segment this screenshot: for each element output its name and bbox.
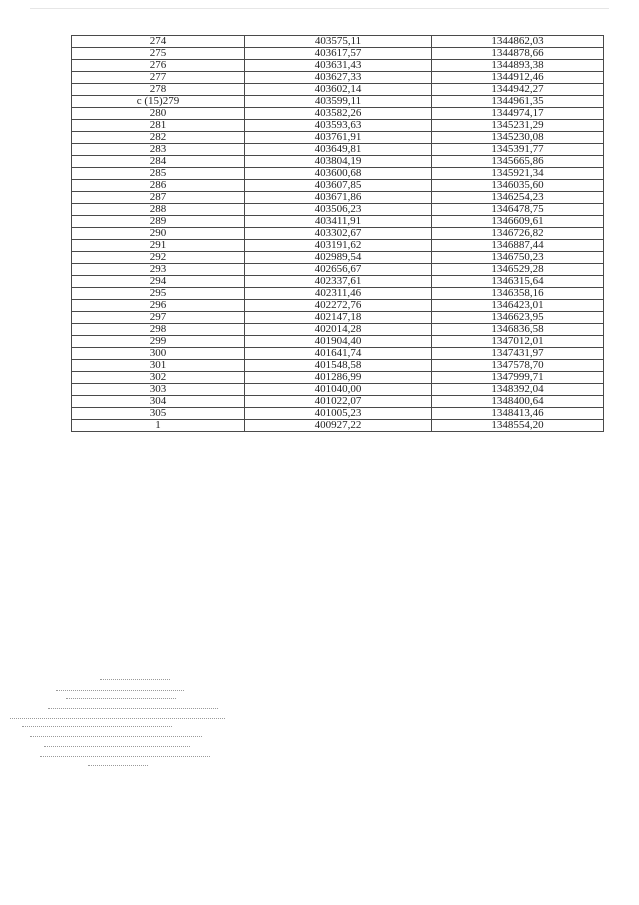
y-coordinate-cell: 1344878,66 bbox=[432, 48, 604, 60]
y-coordinate-cell: 1346609,61 bbox=[432, 216, 604, 228]
point-number-cell: 282 bbox=[72, 132, 245, 144]
x-coordinate-cell: 403617,57 bbox=[245, 48, 432, 60]
table-row bbox=[72, 312, 604, 324]
point-number-cell: 276 bbox=[72, 60, 245, 72]
y-coordinate-cell: 1346529,28 bbox=[432, 264, 604, 276]
table-row bbox=[72, 348, 604, 360]
y-coordinate-cell: 1346358,16 bbox=[432, 288, 604, 300]
x-coordinate-cell: 401641,74 bbox=[245, 348, 432, 360]
point-number-cell: 296 bbox=[72, 300, 245, 312]
point-number-cell: 285 bbox=[72, 168, 245, 180]
y-coordinate-cell: 1346254,23 bbox=[432, 192, 604, 204]
y-coordinate-cell: 1348413,46 bbox=[432, 408, 604, 420]
table-row bbox=[72, 216, 604, 228]
table-row bbox=[72, 396, 604, 408]
point-number-cell: 305 bbox=[72, 408, 245, 420]
faded-stamp-line bbox=[88, 765, 148, 766]
x-coordinate-cell: 403582,26 bbox=[245, 108, 432, 120]
x-coordinate-cell: 403804,19 bbox=[245, 156, 432, 168]
point-number-cell: 274 bbox=[72, 36, 245, 48]
table-row bbox=[72, 336, 604, 348]
x-coordinate-cell: 403191,62 bbox=[245, 240, 432, 252]
y-coordinate-cell: 1346623,95 bbox=[432, 312, 604, 324]
x-coordinate-cell: 403761,91 bbox=[245, 132, 432, 144]
y-coordinate-cell: 1348400,64 bbox=[432, 396, 604, 408]
y-coordinate-cell: 1344912,46 bbox=[432, 72, 604, 84]
x-coordinate-cell: 403649,81 bbox=[245, 144, 432, 156]
table-row bbox=[72, 264, 604, 276]
point-number-cell: 300 bbox=[72, 348, 245, 360]
point-number-cell: 283 bbox=[72, 144, 245, 156]
point-number-cell: 284 bbox=[72, 156, 245, 168]
y-coordinate-cell: 1345921,34 bbox=[432, 168, 604, 180]
x-coordinate-cell: 403411,91 bbox=[245, 216, 432, 228]
point-number-cell: 298 bbox=[72, 324, 245, 336]
faded-stamp-line bbox=[22, 726, 172, 727]
y-coordinate-cell: 1344862,03 bbox=[432, 36, 604, 48]
x-coordinate-cell: 401286,99 bbox=[245, 372, 432, 384]
y-coordinate-cell: 1344974,17 bbox=[432, 108, 604, 120]
table-row bbox=[72, 60, 604, 72]
table-row bbox=[72, 300, 604, 312]
y-coordinate-cell: 1346726,82 bbox=[432, 228, 604, 240]
x-coordinate-cell: 402311,46 bbox=[245, 288, 432, 300]
y-coordinate-cell: 1344961,35 bbox=[432, 96, 604, 108]
point-number-cell: 287 bbox=[72, 192, 245, 204]
point-number-cell: 294 bbox=[72, 276, 245, 288]
faded-stamp-line bbox=[30, 736, 202, 737]
x-coordinate-cell: 403671,86 bbox=[245, 192, 432, 204]
faded-stamp-line bbox=[48, 708, 218, 709]
point-number-cell: 304 bbox=[72, 396, 245, 408]
point-number-cell: 289 bbox=[72, 216, 245, 228]
y-coordinate-cell: 1348392,04 bbox=[432, 384, 604, 396]
y-coordinate-cell: 1348554,20 bbox=[432, 420, 604, 432]
x-coordinate-cell: 402014,28 bbox=[245, 324, 432, 336]
y-coordinate-cell: 1346478,75 bbox=[432, 204, 604, 216]
x-coordinate-cell: 401548,58 bbox=[245, 360, 432, 372]
y-coordinate-cell: 1347578,70 bbox=[432, 360, 604, 372]
table-row bbox=[72, 408, 604, 420]
x-coordinate-cell: 402337,61 bbox=[245, 276, 432, 288]
y-coordinate-cell: 1346750,23 bbox=[432, 252, 604, 264]
table-row bbox=[72, 120, 604, 132]
y-coordinate-cell: 1346423,01 bbox=[432, 300, 604, 312]
x-coordinate-cell: 403506,23 bbox=[245, 204, 432, 216]
table-row bbox=[72, 276, 604, 288]
x-coordinate-cell: 402989,54 bbox=[245, 252, 432, 264]
x-coordinate-cell: 403602,14 bbox=[245, 84, 432, 96]
point-number-cell: 290 bbox=[72, 228, 245, 240]
y-coordinate-cell: 1345230,08 bbox=[432, 132, 604, 144]
table-row bbox=[72, 228, 604, 240]
coordinates-table-body bbox=[72, 36, 604, 432]
point-number-cell: 280 bbox=[72, 108, 245, 120]
x-coordinate-cell: 403593,63 bbox=[245, 120, 432, 132]
faded-stamp-line bbox=[100, 679, 170, 680]
table-row bbox=[72, 252, 604, 264]
table-row bbox=[72, 192, 604, 204]
y-coordinate-cell: 1344942,27 bbox=[432, 84, 604, 96]
table-row bbox=[72, 204, 604, 216]
table-row bbox=[72, 72, 604, 84]
y-coordinate-cell: 1347431,97 bbox=[432, 348, 604, 360]
x-coordinate-cell: 402272,76 bbox=[245, 300, 432, 312]
faded-stamp-line bbox=[10, 718, 225, 719]
y-coordinate-cell: 1345231,29 bbox=[432, 120, 604, 132]
point-number-cell: 286 bbox=[72, 180, 245, 192]
point-number-cell: 1 bbox=[72, 420, 245, 432]
table-row bbox=[72, 96, 604, 108]
faded-stamp-line bbox=[56, 690, 184, 691]
x-coordinate-cell: 401005,23 bbox=[245, 408, 432, 420]
point-number-cell: 278 bbox=[72, 84, 245, 96]
y-coordinate-cell: 1346887,44 bbox=[432, 240, 604, 252]
y-coordinate-cell: 1345391,77 bbox=[432, 144, 604, 156]
y-coordinate-cell: 1345665,86 bbox=[432, 156, 604, 168]
table-row bbox=[72, 384, 604, 396]
y-coordinate-cell: 1346035,60 bbox=[432, 180, 604, 192]
table-row bbox=[72, 156, 604, 168]
x-coordinate-cell: 401904,40 bbox=[245, 336, 432, 348]
y-coordinate-cell: 1347999,71 bbox=[432, 372, 604, 384]
point-number-cell: 281 bbox=[72, 120, 245, 132]
x-coordinate-cell: 403599,11 bbox=[245, 96, 432, 108]
point-number-cell: 299 bbox=[72, 336, 245, 348]
table-row bbox=[72, 420, 604, 432]
point-number-cell: 275 bbox=[72, 48, 245, 60]
faded-stamp-line bbox=[44, 746, 190, 747]
point-number-cell: с (15)279 bbox=[72, 96, 245, 108]
table-row bbox=[72, 372, 604, 384]
coordinates-table bbox=[71, 35, 604, 432]
point-number-cell: 288 bbox=[72, 204, 245, 216]
table-row bbox=[72, 144, 604, 156]
x-coordinate-cell: 403600,68 bbox=[245, 168, 432, 180]
table-row bbox=[72, 132, 604, 144]
x-coordinate-cell: 403302,67 bbox=[245, 228, 432, 240]
point-number-cell: 277 bbox=[72, 72, 245, 84]
table-row bbox=[72, 168, 604, 180]
point-number-cell: 297 bbox=[72, 312, 245, 324]
x-coordinate-cell: 402147,18 bbox=[245, 312, 432, 324]
table-row bbox=[72, 180, 604, 192]
faded-stamp-line bbox=[40, 756, 210, 757]
point-number-cell: 291 bbox=[72, 240, 245, 252]
y-coordinate-cell: 1344893,38 bbox=[432, 60, 604, 72]
table-row bbox=[72, 48, 604, 60]
table-row bbox=[72, 288, 604, 300]
point-number-cell: 293 bbox=[72, 264, 245, 276]
y-coordinate-cell: 1346315,64 bbox=[432, 276, 604, 288]
faded-stamp-line bbox=[66, 698, 176, 699]
x-coordinate-cell: 402656,67 bbox=[245, 264, 432, 276]
point-number-cell: 292 bbox=[72, 252, 245, 264]
page-top-edge bbox=[30, 8, 609, 9]
point-number-cell: 301 bbox=[72, 360, 245, 372]
x-coordinate-cell: 401040,00 bbox=[245, 384, 432, 396]
faded-stamp-block bbox=[8, 676, 238, 772]
point-number-cell: 295 bbox=[72, 288, 245, 300]
x-coordinate-cell: 403631,43 bbox=[245, 60, 432, 72]
y-coordinate-cell: 1346836,58 bbox=[432, 324, 604, 336]
x-coordinate-cell: 403575,11 bbox=[245, 36, 432, 48]
x-coordinate-cell: 400927,22 bbox=[245, 420, 432, 432]
x-coordinate-cell: 403607,85 bbox=[245, 180, 432, 192]
table-row bbox=[72, 84, 604, 96]
point-number-cell: 303 bbox=[72, 384, 245, 396]
y-coordinate-cell: 1347012,01 bbox=[432, 336, 604, 348]
point-number-cell: 302 bbox=[72, 372, 245, 384]
table-row bbox=[72, 360, 604, 372]
x-coordinate-cell: 401022,07 bbox=[245, 396, 432, 408]
x-coordinate-cell: 403627,33 bbox=[245, 72, 432, 84]
table-row bbox=[72, 240, 604, 252]
table-row bbox=[72, 108, 604, 120]
table-row bbox=[72, 324, 604, 336]
table-row bbox=[72, 36, 604, 48]
